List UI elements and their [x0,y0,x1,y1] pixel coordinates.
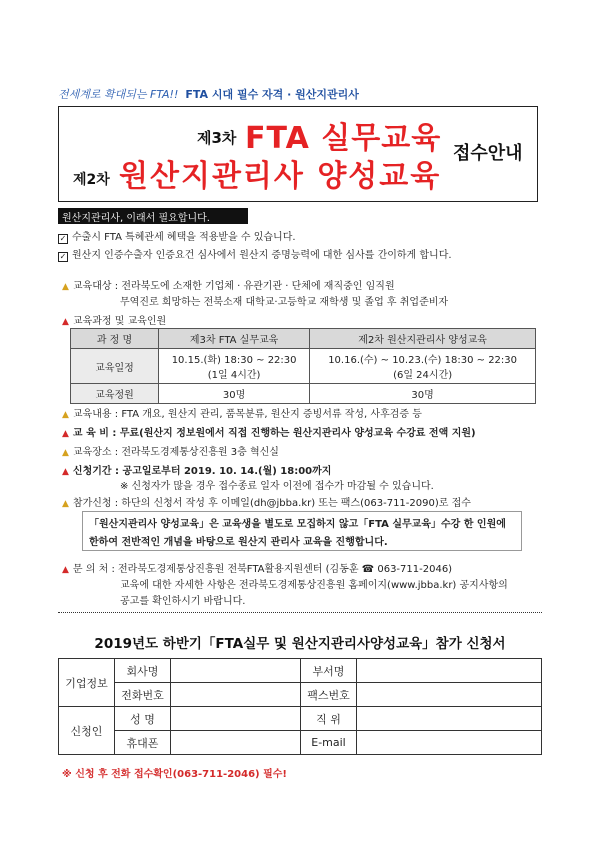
period-section: ▲ 신청기간 : 공고일로부터 2019. 10. 14.(월) 18:00까지 [62,466,332,477]
header-intro: 전세계로 확대되는 FTA!! [58,88,179,101]
schedule-label: 교육일정 [71,349,159,384]
title-suffix: 접수안내 [453,143,523,164]
triangle-bullet-icon: ▲ [62,429,69,439]
table-row [71,349,536,384]
title-fta-course: FTA 실무교육 [245,121,442,156]
contact-line-2: 교육에 대한 자세한 사항은 전라북도경제통상진흥원 홈페이지(www.jbba.kr) 공지사항의 [120,580,508,591]
why-point-2: ✓ 원산지 인증수출자 인증요건 심사에서 원산지 증명능력에 대한 심사를 간이하게 합니다. [59,250,452,261]
header-line [58,86,359,102]
triangle-bullet-icon: ▲ [62,448,69,458]
name-label: 성 명 [115,707,171,731]
table-row [59,683,542,707]
title-prefix-2nd: 제2차 [73,172,110,188]
email-input[interactable] [357,731,542,755]
footer-note: ※ 신청 후 전화 접수확인(063-711-2046) 필수! [62,769,287,780]
application-form [58,658,542,755]
table-row [71,384,536,404]
target-section: ▲ 교육대상 : 전라북도에 소재한 기업체 · 유관기관 · 단체에 재직중인 임직원 [62,281,395,292]
period-note: ※ 신청자가 많을 경우 접수종료 일자 이전에 접수가 마감될 수 있습니다. [120,481,434,492]
table-row [59,731,542,755]
capacity-origin: 30명 [310,384,536,404]
department-label: 부서명 [301,659,357,683]
notice-box [82,511,522,551]
mobile-label: 휴대폰 [115,731,171,755]
contact-line-3: 공고를 확인하시기 바랍니다. [120,596,246,607]
table-row [71,329,536,349]
capacity-fta: 30명 [159,384,310,404]
department-input[interactable] [357,659,542,683]
position-input[interactable] [357,707,542,731]
triangle-bullet-icon: ▲ [62,282,69,292]
fax-input[interactable] [357,683,542,707]
header-tagline: FTA 시대 필수 자격 · 원산지관리사 [185,88,359,101]
triangle-bullet-icon: ▲ [62,499,69,509]
schedule-fta: 10.15.(화) 18:30 ~ 22:30 (1일 4시간) [159,349,310,384]
company-info-label: 기업정보 [59,659,115,707]
target-line-2: 무역진로 희망하는 전북소재 대학교·고등학교 재학생 및 졸업 후 취업준비자 [120,297,449,308]
why-point-1: ✓ 수출시 FTA 특혜관세 혜택을 적용받을 수 있습니다. [59,232,296,243]
fee-section: ▲ 교 육 비 : 무료(원산지 정보원에서 직접 진행하는 원산지관리사 양성교육 수강료 전액 지원) [62,428,476,439]
triangle-bullet-icon: ▲ [62,410,69,420]
name-input[interactable] [171,707,301,731]
applicant-label: 신청인 [59,707,115,755]
title-origin-manager-course: 원산지관리사 양성교육 [119,159,442,194]
course-header-fta: 제3차 FTA 실무교육 [159,329,310,349]
course-header-name: 과 정 명 [71,329,159,349]
notice-line-2: 한하여 전반적인 개념을 바탕으로 원산지 관리사 교육을 진행합니다. [89,537,388,548]
position-label: 직 위 [301,707,357,731]
checkbox-icon: ✓ [59,252,67,261]
course-section: ▲ 교육과정 및 교육인원 [62,316,167,327]
contact-section: ▲ 문 의 처 : 전라북도경제통상진흥원 전북FTA활용지원센터 (김동훈 ☎ 063-711-2046) [62,564,453,575]
checkbox-icon: ✓ [59,234,67,243]
table-row [59,659,542,683]
form-title: 2019년도 하반기「FTA실무 및 원산지관리사양성교육」참가 신청서 [94,636,506,652]
triangle-bullet-icon: ▲ [62,317,69,327]
company-name-input[interactable] [171,659,301,683]
company-name-label: 회사명 [115,659,171,683]
target-line-1: 전라북도에 소재한 기업체 · 유관기관 · 단체에 재직중인 임직원 [121,281,395,292]
title-box [58,106,538,202]
course-table [70,328,536,404]
mobile-input[interactable] [171,731,301,755]
triangle-bullet-icon: ▲ [62,467,69,477]
notice-line-1: 「원산지관리사 양성교육」은 교육생을 별도로 모집하지 않고「FTA 실무교육」수강 한 인원에 [89,519,506,530]
course-header-origin: 제2차 원산지관리사 양성교육 [310,329,536,349]
table-row [59,707,542,731]
capacity-label: 교육정원 [71,384,159,404]
why-heading: 원산지관리사, 이래서 필요합니다. [58,208,248,224]
phone-input[interactable] [171,683,301,707]
apply-section: ▲ 참가신청 : 하단의 신청서 작성 후 이메일(dh@jbba.kr) 또는 팩스(063-711-2090)로 접수 [62,498,471,509]
fax-label: 팩스번호 [301,683,357,707]
venue-section: ▲ 교육장소 : 전라북도경제통상진흥원 3층 혁신실 [62,447,279,458]
email-label: E-mail [301,731,357,755]
triangle-bullet-icon: ▲ [62,565,69,575]
title-prefix-3rd: 제3차 [197,129,237,147]
content-section: ▲ 교육내용 : FTA 개요, 원산지 관리, 품목분류, 원산지 증빙서류 작성, 사후검증 등 [62,409,422,420]
divider [58,612,542,613]
phone-label: 전화번호 [115,683,171,707]
schedule-origin: 10.16.(수) ~ 10.23.(수) 18:30 ~ 22:30 (6일 24시간) [310,349,536,384]
